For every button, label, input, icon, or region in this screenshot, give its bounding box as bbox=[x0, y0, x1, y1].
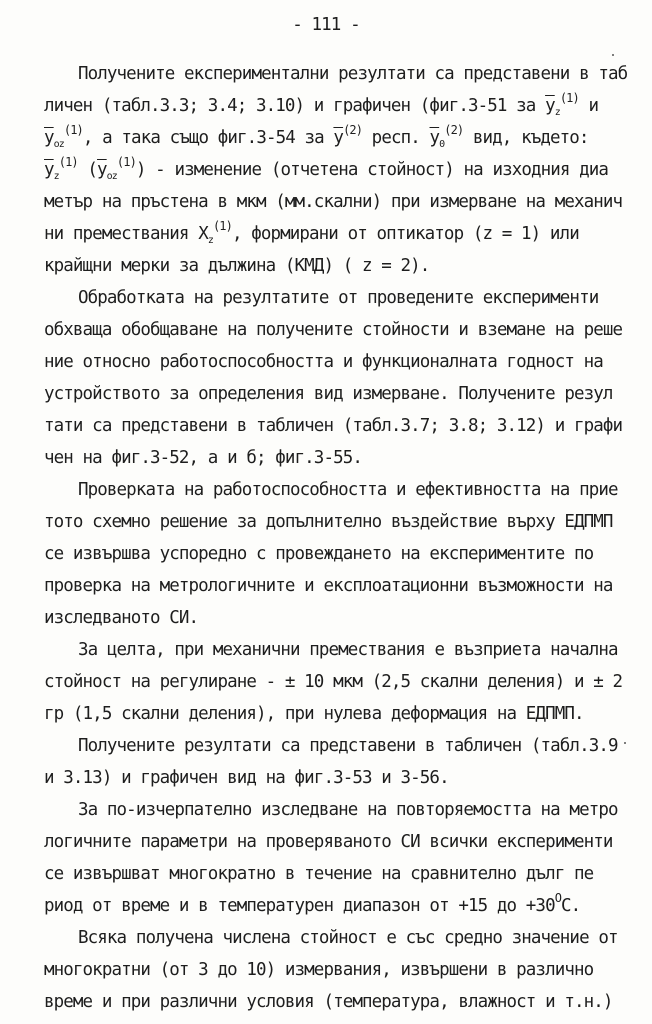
text-fragment: респ. bbox=[362, 128, 430, 148]
page-number: - 111 - bbox=[292, 15, 360, 35]
subscript: z bbox=[207, 235, 213, 246]
text-fragment: ни премествания bbox=[44, 224, 199, 244]
subscript: z bbox=[554, 107, 560, 118]
text-fragment: , формирани от оптикатор (z = 1) или bbox=[231, 224, 579, 244]
text-line bbox=[44, 219, 579, 246]
text-line bbox=[44, 155, 609, 182]
math-symbol: $\overline{y}$ bbox=[333, 128, 344, 148]
text-fragment: риод от време и в температурен диапазон от +15 до +30 bbox=[44, 896, 555, 916]
text-line: се извършва успоредно с провеждането на експериментите по bbox=[44, 544, 594, 564]
math-symbol: $\overline{y}$ bbox=[44, 128, 54, 148]
text-fragment: , а така също фиг.3-54 за bbox=[82, 128, 334, 148]
text-line: ние относно работоспособността и функционалната годност на bbox=[44, 352, 603, 372]
superscript: (1) bbox=[116, 155, 136, 169]
text-line: крайщни мерки за дължина (КМД) ( z = 2). bbox=[44, 256, 430, 276]
text-line: За целта, при механични премествания е възприета начална bbox=[78, 640, 618, 660]
text-fragment: С. bbox=[561, 896, 581, 916]
scan-speck bbox=[624, 742, 626, 744]
text-fragment: вид, където: bbox=[463, 128, 589, 148]
subscript: oz bbox=[53, 139, 64, 150]
text-line: проверка на метрологичните и експлоатационни възможности на bbox=[44, 576, 613, 596]
superscript: (1) bbox=[212, 219, 232, 233]
text-line: и 3.13) и графичен вид на фиг.3-53 и 3-56. bbox=[44, 768, 449, 788]
text-fragment: личен (табл.3.3; 3.4; 3.10) и графичен (фиг.3-51 за bbox=[44, 96, 546, 116]
text-fragment: и bbox=[578, 96, 599, 116]
text-line: Проверката на работоспособността и ефективността на прие bbox=[78, 480, 618, 500]
text-line: логичните параметри на проверяваното СИ всички експерименти bbox=[44, 832, 613, 852]
text-line: За по-изчерпателно изследване на повторяемостта на метро bbox=[78, 800, 618, 820]
math-symbol: $\overline{y}$ bbox=[44, 160, 54, 180]
text-line: метър на пръстена в мкм (мм.скални) при измерване на механич bbox=[44, 192, 623, 212]
math-symbol: X bbox=[198, 224, 208, 244]
superscript: (1) bbox=[63, 123, 83, 137]
superscript: (1) bbox=[58, 155, 78, 169]
subscript: 0 bbox=[439, 139, 445, 150]
text-line: стойност на регулиране - ± 10 мкм (2,5 скални деления) и ± 2 bbox=[44, 672, 623, 692]
text-fragment: ( bbox=[77, 160, 98, 180]
scan-speck bbox=[612, 54, 614, 56]
degree-sign: O bbox=[554, 891, 562, 905]
text-line: се извършват многократно в течение на сравнително дълг пе bbox=[44, 864, 594, 884]
superscript: (2) bbox=[343, 123, 363, 137]
subscript: z bbox=[53, 171, 59, 182]
superscript: (1) bbox=[559, 91, 579, 105]
math-symbol: $\overline{y}$ bbox=[429, 128, 440, 148]
math-symbol: $\overline{y}$ bbox=[97, 160, 107, 180]
text-line: чен на фиг.3-52, а и б; фиг.3-55. bbox=[44, 448, 362, 468]
text-fragment: - изменение (отчетена стойност) на изходния диа bbox=[145, 160, 609, 180]
text-line: обхваща обобщаване на получените стойности и вземане на реше bbox=[44, 320, 623, 340]
text-line: многократни (от 3 до 10) измервания, извършени в различно bbox=[44, 960, 594, 980]
text-line: Обработката на резултатите от проведените експерименти bbox=[78, 288, 599, 308]
text-line bbox=[44, 123, 589, 150]
superscript: (2) bbox=[444, 123, 464, 137]
text-line: изследваното СИ. bbox=[44, 608, 199, 628]
text-line: Получените резултати са представени в табличен (табл.3.9 bbox=[78, 736, 618, 756]
text-fragment: ) bbox=[135, 160, 146, 180]
text-line: устройството за определения вид измерване. Получените резул bbox=[44, 384, 613, 404]
text-line: време и при различни условия (температура, влажност и т.н.) bbox=[44, 992, 613, 1012]
text-line: Всяка получена числена стойност е със средно значение от bbox=[78, 928, 618, 948]
text-line bbox=[44, 91, 599, 118]
text-line bbox=[44, 891, 581, 916]
text-line: Получените експериментални резултати са представени в таб bbox=[78, 64, 628, 84]
subscript: oz bbox=[106, 171, 117, 182]
text-line: тото схемно решение за допълнително въздействие върху ЕДПМП bbox=[44, 512, 613, 532]
text-line: тати са представени в табличен (табл.3.7; 3.8; 3.12) и графи bbox=[44, 416, 623, 436]
math-symbol: $\overline{y}$ bbox=[545, 96, 555, 116]
text-line: гр (1,5 скални деления), при нулева деформация на ЕДПМП. bbox=[44, 704, 584, 724]
